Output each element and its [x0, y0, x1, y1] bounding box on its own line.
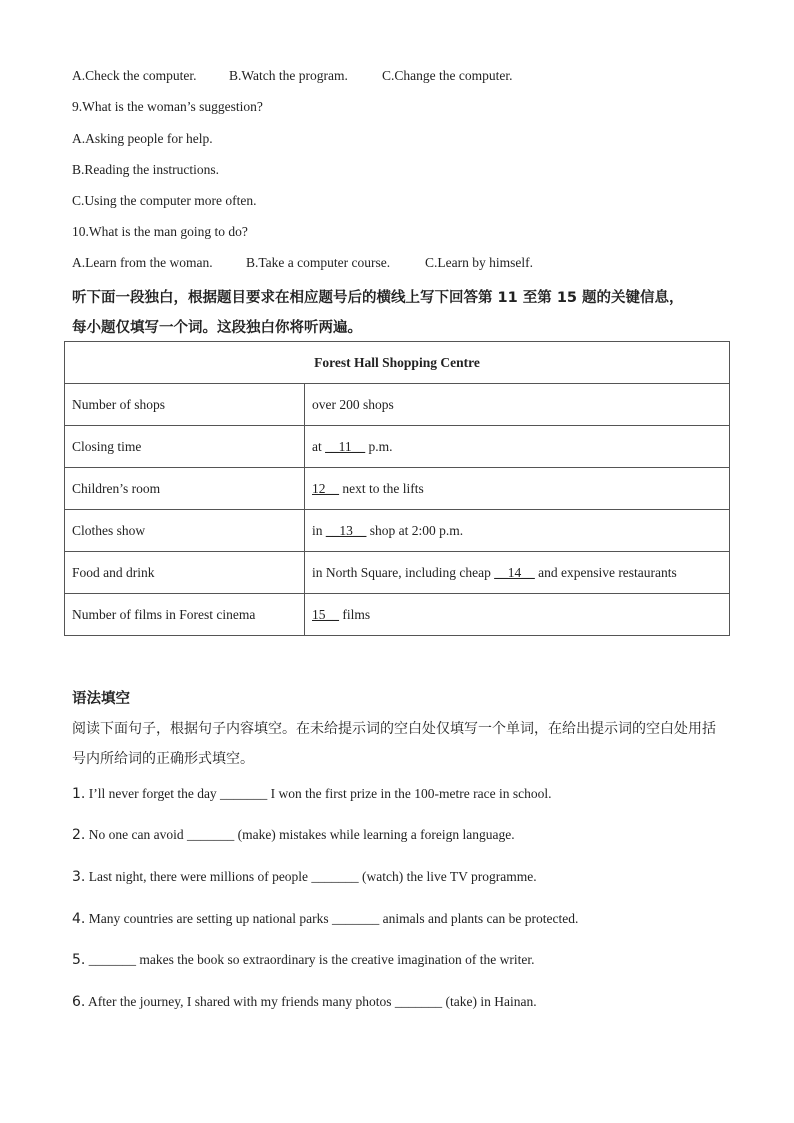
q9-option-a: A.Asking people for help.	[72, 131, 213, 146]
value-text: over 200 shops	[312, 396, 394, 412]
q8-option-b: B.Watch the program.	[229, 68, 348, 83]
value-text: in	[312, 522, 326, 538]
q9-option-b: B.Reading the instructions.	[72, 162, 219, 177]
q9-option-c: C.Using the computer more often.	[72, 193, 257, 208]
table-row	[65, 384, 730, 426]
grammar-item-3	[72, 869, 537, 885]
item-number: 4.	[72, 911, 86, 927]
grammar-item-1	[72, 786, 551, 802]
table-row	[65, 510, 730, 552]
value-text: next to the lifts	[339, 480, 424, 496]
row-label: Clothes show	[65, 510, 305, 552]
grammar-item-4	[72, 911, 578, 927]
row-value	[305, 426, 730, 468]
table-header-row	[65, 342, 730, 384]
item-number: 3.	[72, 869, 86, 885]
item-text: I’ll never forget the day _______ I won the first prize in the 100-metre race in school.	[85, 786, 552, 801]
q10-options	[72, 255, 533, 271]
item-number: 6.	[72, 994, 86, 1010]
q10-option-c: C.Learn by himself.	[425, 255, 533, 270]
grammar-heading: 语法填空	[72, 691, 130, 707]
answer-blank: 12__	[312, 480, 339, 496]
item-text: After the journey, I shared with my friends many photos _______ (take) in Hainan.	[85, 994, 537, 1009]
table-row	[65, 594, 730, 636]
grammar-instruction-line-2: 号内所给词的正确形式填空。	[72, 751, 254, 767]
info-table	[64, 341, 730, 636]
row-value	[305, 384, 730, 426]
item-text: Last night, there were millions of people _______ (watch) the live TV programme.	[85, 869, 537, 884]
q8-option-a: A.Check the computer.	[72, 68, 197, 83]
item-number: 1.	[72, 786, 86, 802]
value-text: films	[339, 606, 371, 622]
value-text: in North Square, including cheap	[312, 564, 495, 580]
value-text: and expensive restaurants	[534, 564, 677, 580]
row-label: Number of films in Forest cinema	[65, 594, 305, 636]
item-text: _______ makes the book so extraordinary is the creative imagination of the writer.	[85, 952, 535, 967]
item-number: 2.	[72, 827, 86, 843]
row-value	[305, 594, 730, 636]
table-title: Forest Hall Shopping Centre	[65, 342, 730, 384]
table-row	[65, 426, 730, 468]
item-number: 5.	[72, 952, 86, 968]
row-label: Number of shops	[65, 384, 305, 426]
value-text: at	[312, 438, 326, 454]
table-row	[65, 552, 730, 594]
item-text: Many countries are setting up national parks _______ animals and plants can be protected.	[85, 911, 579, 926]
answer-blank: __13__	[325, 522, 367, 538]
answer-blank: __14__	[494, 564, 535, 580]
listening-instruction-line-1: 听下面一段独白，根据题目要求在相应题号后的横线上写下回答第 11 至第 15 题的关键信息，	[72, 290, 684, 306]
grammar-item-2	[72, 827, 515, 843]
answer-blank: 15__	[312, 606, 339, 622]
q8-options	[72, 68, 512, 84]
grammar-instruction-line-1: 阅读下面句子，根据句子内容填空。在未给提示词的空白处仅填写一个单词，在给出提示词的空白处用括	[72, 721, 716, 737]
row-label: Children’s room	[65, 468, 305, 510]
q10-option-a: A.Learn from the woman.	[72, 255, 213, 270]
grammar-item-6	[72, 994, 537, 1010]
table-row	[65, 468, 730, 510]
row-value	[305, 468, 730, 510]
q9-question: 9.What is the woman’s suggestion?	[72, 99, 263, 114]
answer-blank: __11__	[325, 438, 366, 454]
value-text: shop at 2:00 p.m.	[366, 522, 464, 538]
q10-option-b: B.Take a computer course.	[246, 255, 391, 270]
q8-option-c: C.Change the computer.	[382, 68, 513, 83]
row-label: Food and drink	[65, 552, 305, 594]
item-text: No one can avoid _______ (make) mistakes while learning a foreign language.	[85, 827, 515, 842]
row-value	[305, 552, 730, 594]
value-text: p.m.	[365, 438, 393, 454]
row-value	[305, 510, 730, 552]
row-label: Closing time	[65, 426, 305, 468]
listening-instruction-line-2: 每小题仅填写一个词。这段独白你将听两遍。	[72, 320, 362, 336]
grammar-item-5	[72, 952, 535, 968]
q10-question: 10.What is the man going to do?	[72, 224, 248, 239]
